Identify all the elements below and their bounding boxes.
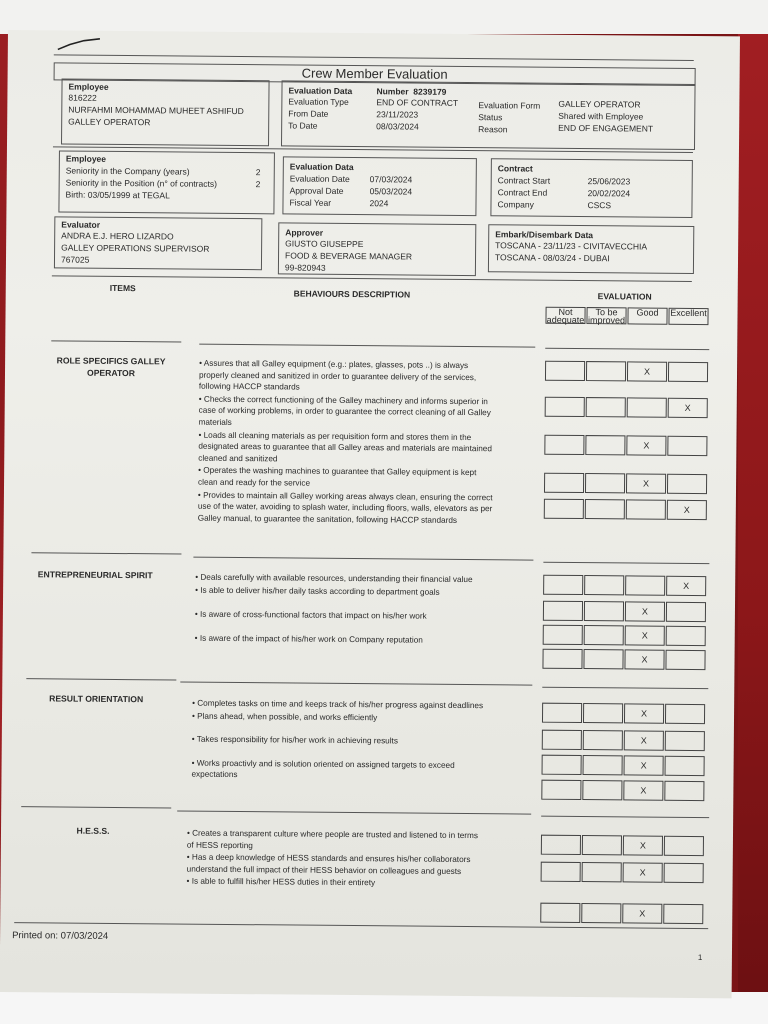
rating-mark: X — [624, 649, 664, 669]
behaviour-text: • Deals carefully with available resources, understanding their financial value — [195, 572, 473, 585]
rating-cell — [665, 756, 705, 776]
behaviour-text: • Operates the washing machines to guarantee that Galley equipment is kept clean and ready for the service — [198, 466, 477, 488]
rating-cell — [664, 863, 704, 883]
rating-cell — [665, 704, 705, 724]
evaluation-number: 8239179 — [413, 86, 447, 97]
section-behaviours-hess — [187, 828, 488, 891]
section-name-result-orientation: RESULT ORIENTATION — [49, 693, 144, 705]
embark-line-1: TOSCANA - 23/11/23 - CIVITAVECCHIA — [495, 240, 648, 252]
rating-cell — [667, 436, 707, 456]
rating-cell — [586, 397, 626, 417]
behaviour-text: • Provides to maintain all Galley working areas always clean, ensuring the correct use of the water, avoiding to splash water, including floors, walls, elevators as per Galley manual, to guarantee the sanitation, following HACCP standards — [197, 490, 493, 525]
fiscal-year: 2024 — [369, 198, 389, 209]
rating-cell — [542, 703, 582, 723]
scale-excellent: Excellent — [668, 308, 708, 325]
evaluation-form-label: Evaluation Form — [478, 100, 541, 111]
rating-cell — [540, 903, 580, 923]
rating-cell — [543, 625, 583, 645]
company-value: CSCS — [587, 200, 612, 211]
rating-cell — [626, 499, 666, 519]
rating-cell — [582, 862, 622, 882]
divider — [193, 557, 533, 561]
rating-row — [542, 755, 706, 776]
employee-name: NURFAHMI MOHAMMAD MUHEET ASHIFUD — [68, 104, 244, 117]
section-name-entrepreneurial-spirit: ENTREPRENEURIAL SPIRIT — [37, 569, 153, 581]
evaluator-name: ANDRA E.J. HERO LIZARDO — [61, 230, 174, 242]
rating-mark: X — [623, 862, 663, 882]
rating-row — [542, 649, 706, 670]
reason-label: Reason — [478, 124, 508, 135]
rating-cell — [544, 473, 584, 493]
rating-cell — [665, 650, 705, 670]
embark-box — [488, 224, 694, 274]
rating-cell — [663, 904, 703, 924]
rating-cell — [545, 397, 585, 417]
section-name-hess: H.E.S.S. — [76, 825, 110, 836]
rating-cell — [542, 730, 582, 750]
divider — [543, 562, 709, 564]
evaluation-form: GALLEY OPERATOR — [558, 98, 641, 110]
rating-cell — [544, 499, 584, 519]
evaluation-date: 07/03/2024 — [369, 174, 413, 185]
contract-start-label: Contract Start — [497, 175, 551, 186]
rating-mark: X — [667, 500, 707, 520]
position-seniority-value: 2 — [255, 179, 261, 190]
rating-cell — [666, 602, 706, 622]
section-behaviours-role-specifics — [198, 358, 499, 528]
rating-cell — [541, 862, 581, 882]
rating-cell — [541, 780, 581, 800]
rating-row — [543, 601, 707, 622]
behaviour-text: • Creates a transparent culture where people are trusted and listened to in terms of HESS reporting — [186, 828, 478, 850]
rating-cell — [543, 575, 583, 595]
divider — [52, 275, 692, 282]
rating-cell — [544, 435, 584, 455]
pen-mark-icon — [56, 36, 106, 52]
approver-role: FOOD & BEVERAGE MANAGER — [284, 250, 413, 262]
behaviour-text: • Works proactivly and is solution oriented on assigned targets to exceed expectations — [191, 758, 455, 780]
rating-cell — [541, 835, 581, 855]
rating-mark: X — [666, 576, 706, 596]
rating-cell — [542, 649, 582, 669]
page-number: 1 — [697, 953, 703, 963]
behaviour-text: • Completes tasks on time and keeps track of his/her progress against deadlines — [192, 698, 484, 711]
evaluation-dates-box — [282, 156, 476, 216]
rating-cell — [584, 601, 624, 621]
rating-cell — [627, 397, 667, 417]
scale-not-adequate: Not adequate — [546, 306, 585, 325]
rating-row — [543, 575, 707, 596]
rating-mark: X — [623, 835, 663, 855]
contract-start: 25/06/2023 — [587, 176, 631, 187]
rating-mark: X — [627, 361, 667, 381]
evaluator-id: 767025 — [60, 254, 90, 265]
behaviour-text: • Is able to fulfill his/her HESS duties in their entirety — [186, 876, 376, 888]
form-title: Crew Member Evaluation — [54, 62, 696, 86]
fiscal-year-label: Fiscal Year — [289, 197, 332, 208]
rating-cell — [625, 575, 665, 595]
divider — [31, 552, 181, 554]
approval-date-label: Approval Date — [289, 185, 344, 196]
rating-mark: X — [624, 730, 664, 750]
status-label: Status — [478, 112, 503, 123]
rating-cell — [581, 903, 621, 923]
divider — [21, 806, 171, 808]
evaluation-data-heading: Evaluation Data — [288, 85, 353, 97]
divider — [51, 340, 181, 342]
rating-mark: X — [668, 398, 708, 418]
from-date: 23/11/2023 — [376, 109, 419, 120]
printed-on: Printed on: 07/03/2024 — [12, 930, 109, 942]
behaviour-text: • Is aware of cross-functional factors that impact on his/her work — [194, 609, 427, 621]
evaluator-heading: Evaluator — [61, 219, 101, 230]
evaluator-box — [54, 216, 262, 270]
rating-cell — [667, 474, 707, 494]
approver-name: GIUSTO GIUSEPPE — [285, 238, 364, 250]
divider — [541, 816, 709, 818]
divider — [177, 811, 531, 815]
reason-value: END OF ENGAGEMENT — [558, 122, 654, 134]
rating-cell — [543, 601, 583, 621]
evaluation-document — [0, 30, 740, 998]
behaviour-text: • Plans ahead, when possible, and works efficiently — [191, 711, 378, 722]
rating-row — [543, 625, 707, 646]
rating-row — [542, 703, 706, 724]
contract-end-label: Contract End — [497, 187, 548, 198]
rating-cell — [585, 435, 625, 455]
scale-good: Good — [627, 307, 667, 324]
rating-row — [544, 473, 708, 494]
from-date-label: From Date — [288, 108, 329, 119]
number-label: Number — [376, 86, 409, 97]
rating-cell — [665, 731, 705, 751]
divider — [199, 344, 535, 348]
behaviours-header: BEHAVIOURS DESCRIPTION — [293, 288, 411, 300]
rating-cell — [583, 649, 623, 669]
contract-end: 20/02/2024 — [587, 188, 631, 199]
approval-date: 05/03/2024 — [369, 186, 413, 197]
rating-cell — [583, 703, 623, 723]
rating-mark: X — [622, 903, 662, 923]
rating-row — [544, 499, 708, 520]
rating-cell — [583, 755, 623, 775]
rating-cell — [583, 730, 623, 750]
behaviour-text: • Has a deep knowledge of HESS standards and ensures his/her collaborators understand the full impact of their HESS behavior on colleagues and guests — [186, 852, 471, 876]
contract-heading: Contract — [497, 163, 533, 174]
rating-mark: X — [626, 435, 666, 455]
divider — [26, 678, 176, 680]
divider — [180, 682, 532, 686]
evaluation-type: END OF CONTRACT — [376, 97, 459, 108]
behaviour-text: • Loads all cleaning materials as per requisition form and stores them in the designated areas to guarantee that all Galley areas and materials are maintained cleaned and sanitized — [198, 430, 492, 464]
evaluation-data-box — [281, 80, 696, 150]
rating-cell — [585, 499, 625, 519]
company-seniority-value: 2 — [255, 167, 261, 178]
rating-cell — [584, 625, 624, 645]
employee-box — [61, 78, 270, 146]
scale-to-be-improved: To be improved — [587, 307, 626, 325]
rating-cell — [582, 835, 622, 855]
employee-role: GALLEY OPERATOR — [68, 116, 151, 128]
embark-line-2: TOSCANA - 08/03/24 - DUBAI — [494, 252, 610, 264]
status-value: Shared with Employee — [558, 110, 644, 122]
birth-info: Birth: 03/05/1999 at TEGAL — [65, 189, 170, 201]
rating-cell — [582, 780, 622, 800]
employee-seniority-box — [58, 150, 275, 214]
to-date-label: To Date — [288, 120, 318, 131]
section-behaviours-entrepreneurial-spirit — [195, 572, 496, 649]
title-top-rule — [54, 54, 694, 61]
rating-row — [544, 435, 708, 456]
photo-background-top — [0, 0, 768, 34]
rating-mark: X — [626, 473, 666, 493]
company-seniority-label: Seniority in the Company (years) — [65, 165, 190, 177]
rating-row — [541, 835, 705, 856]
evaluation-dates-heading: Evaluation Data — [289, 161, 354, 173]
company-label: Company — [497, 199, 534, 210]
section-name-role-specifics: ROLE SPECIFICS GALLEY OPERATOR — [56, 355, 166, 379]
employee-heading: Employee — [68, 81, 109, 92]
rating-row — [541, 862, 705, 883]
photo-background-right — [738, 34, 768, 994]
approver-box — [278, 222, 476, 276]
divider — [545, 348, 709, 350]
rating-row — [542, 730, 706, 751]
rating-row — [541, 780, 705, 801]
rating-cell — [545, 361, 585, 381]
behaviour-text: • Is aware of the impact of his/her work on Company reputation — [194, 633, 423, 645]
rating-row — [540, 903, 704, 924]
rating-mark: X — [623, 780, 663, 800]
rating-cell — [664, 836, 704, 856]
rating-cell — [584, 575, 624, 595]
approver-id: 99-820943 — [284, 262, 326, 273]
seniority-heading: Employee — [65, 153, 107, 164]
rating-cell — [585, 473, 625, 493]
rating-row — [545, 361, 709, 382]
behaviour-text: • Is able to deliver his/her daily tasks according to department goals — [195, 585, 440, 597]
rating-row — [545, 397, 709, 418]
items-header: ITEMS — [109, 282, 136, 294]
rating-cell — [664, 781, 704, 801]
behaviour-text: • Checks the correct functioning of the Galley machinery and informs superior in case of working problems, in order to guarantee the correct cleaning of all Galley materials — [198, 394, 491, 427]
evaluation-date-label: Evaluation Date — [289, 173, 350, 184]
employee-id: 816222 — [68, 92, 97, 103]
behaviour-text: • Takes responsibility for his/her work in achieving results — [191, 734, 398, 746]
evaluator-role: GALLEY OPERATIONS SUPERVISOR — [61, 242, 210, 254]
evaluation-scale-header — [545, 307, 709, 325]
rating-cell — [668, 362, 708, 382]
rating-cell — [586, 361, 626, 381]
evaluation-type-label: Evaluation Type — [288, 96, 349, 107]
rating-cell — [542, 755, 582, 775]
rating-mark: X — [625, 601, 665, 621]
position-seniority-label: Seniority in the Position (n° of contracts) — [65, 177, 217, 189]
rating-mark: X — [624, 755, 664, 775]
contract-box — [490, 158, 692, 218]
rating-mark: X — [625, 625, 665, 645]
rating-mark: X — [624, 703, 664, 723]
to-date: 08/03/2024 — [376, 121, 419, 132]
section-behaviours-result-orientation — [191, 698, 492, 784]
rating-cell — [666, 626, 706, 646]
divider — [542, 687, 708, 689]
approver-heading: Approver — [285, 227, 324, 238]
behaviour-text: • Assures that all Galley equipment (e.g.: plates, glasses, pots ..) is always properly cleaned and sanitized in order to guarantee delivery of the services, following HACCP standards — [198, 358, 477, 392]
evaluation-header: EVALUATION — [597, 291, 652, 302]
embark-heading: Embark/Disembark Data — [495, 229, 594, 241]
